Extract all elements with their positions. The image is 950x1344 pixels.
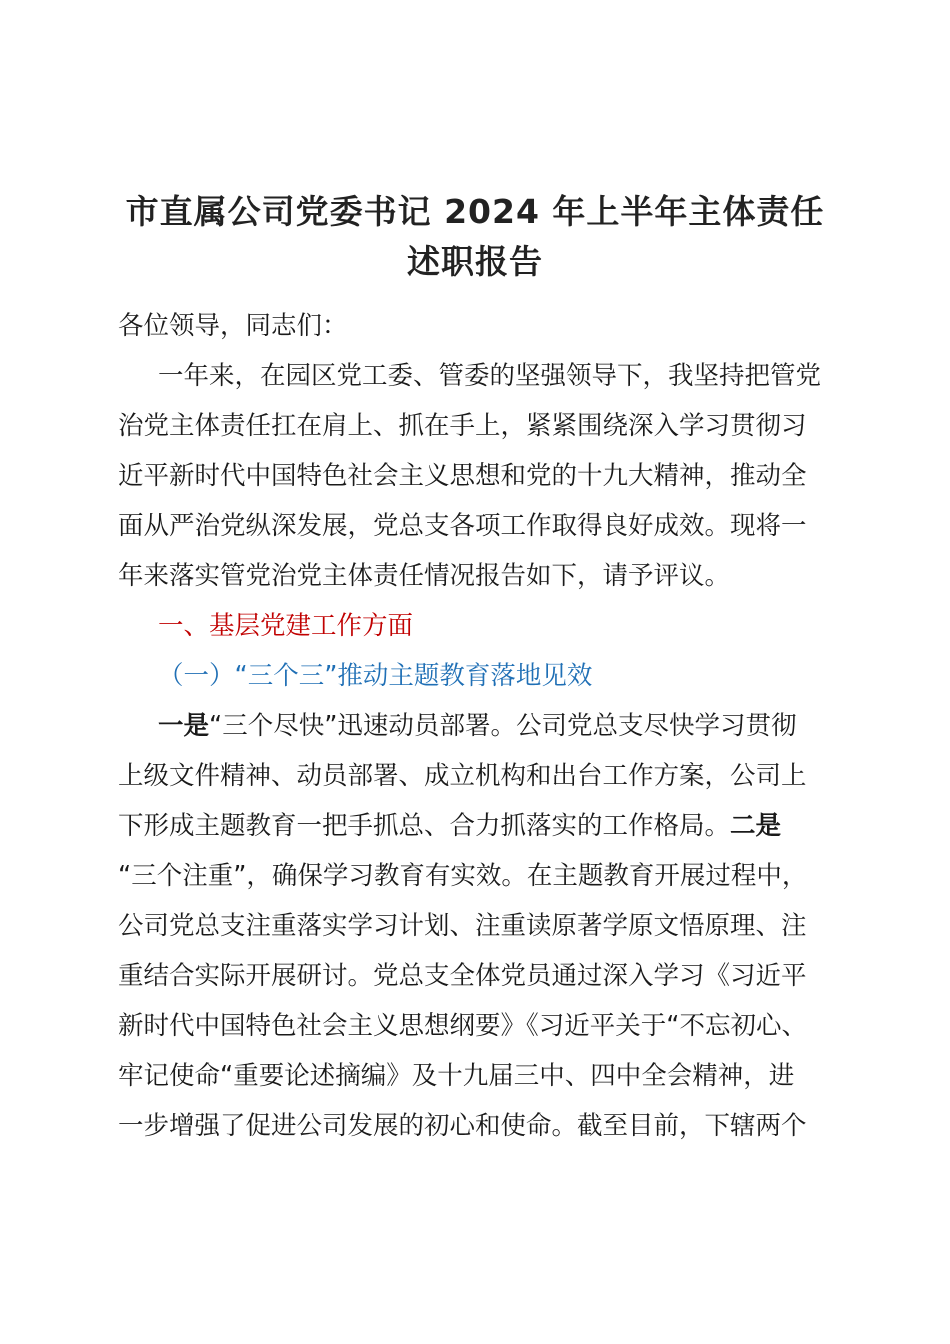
document-title-line-1: 市直属公司党委书记 2024 年上半年主体责任: [125, 192, 825, 231]
point-one-label: 一是: [158, 711, 210, 741]
document-title-line-2: 述职报告: [407, 242, 543, 281]
intro-line-4: 面从严治党纵深发展，党总支各项工作取得良好成效。现将一: [118, 511, 807, 541]
greeting: 各位领导，同志们：: [118, 311, 348, 341]
intro-line-1: 一年来，在园区党工委、管委的坚强领导下，我坚持把管党: [158, 361, 822, 391]
section-heading-1: 一、基层党建工作方面: [158, 611, 414, 641]
subsection-heading-1: （一）“三个三”推动主题教育落地见效: [158, 661, 593, 691]
body-line-4: “三个注重”，确保学习教育有实效。在主题教育开展过程中，: [118, 861, 808, 891]
body-line-8: 牢记使命“重要论述摘编》及十九届三中、四中全会精神，进: [118, 1061, 795, 1091]
intro-line-3: 近平新时代中国特色社会主义思想和党的十九大精神，推动全: [118, 461, 807, 491]
body-line-7: 新时代中国特色社会主义思想纲要》《习近平关于“不忘初心、: [118, 1011, 807, 1041]
body-line-3-text: 下形成主题教育一把手抓总、合力抓落实的工作格局。: [118, 811, 731, 841]
body-line-1: [118, 709, 838, 743]
body-line-2: 上级文件精神、动员部署、成立机构和出台工作方案，公司上: [118, 761, 807, 791]
intro-line-5: 年来落实管党治党主体责任情况报告如下，请予评议。: [118, 561, 731, 591]
intro-line-2: 治党主体责任扛在肩上、抓在手上，紧紧围绕深入学习贯彻习: [118, 411, 807, 441]
body-line-5: 公司党总支注重落实学习计划、注重读原著学原文悟原理、注: [118, 911, 807, 941]
body-line-9: 一步增强了促进公司发展的初心和使命。截至目前，下辖两个: [118, 1111, 807, 1141]
point-two-label: 二是: [730, 811, 782, 841]
body-line-1-text: “三个尽快”迅速动员部署。公司党总支尽快学习贯彻: [209, 711, 797, 741]
body-line-6: 重结合实际开展研讨。党总支全体党员通过深入学习《习近平: [118, 961, 807, 991]
body-line-3: [118, 809, 838, 843]
